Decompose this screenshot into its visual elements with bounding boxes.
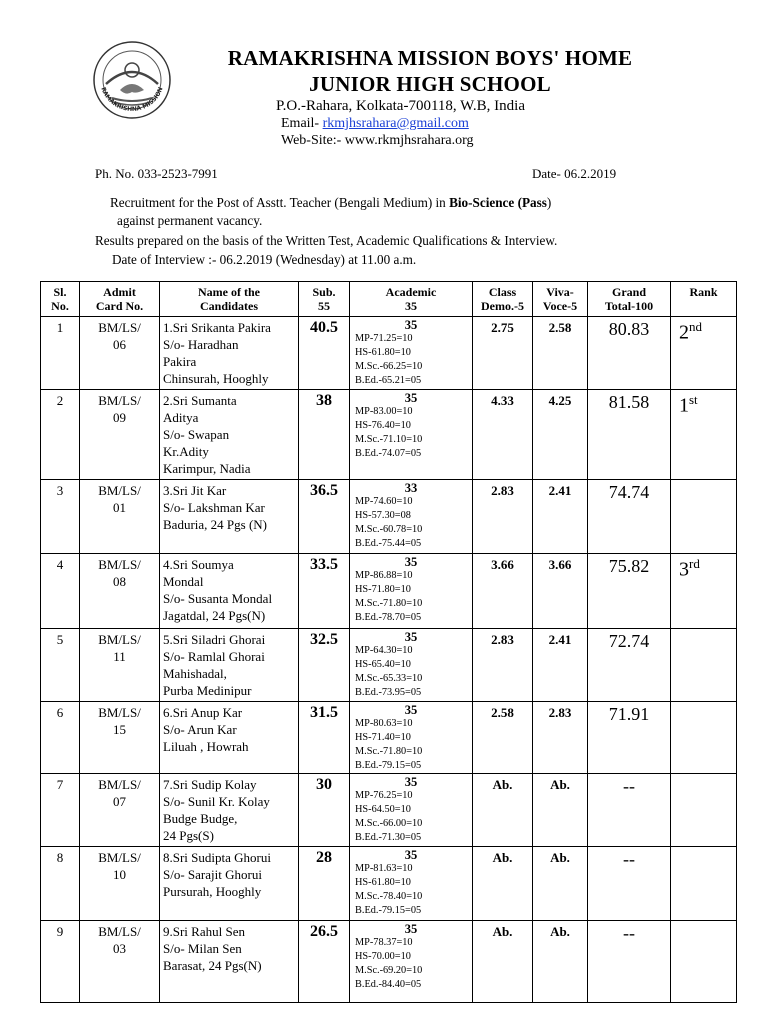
cell-rank <box>671 554 737 629</box>
acad-line: HS-71.40=10 <box>355 732 411 743</box>
card-line: BM/LS/ <box>98 705 141 720</box>
email-line <box>281 116 469 132</box>
header-subject: Sub. 55 <box>299 282 350 317</box>
school-title-line2: JUNIOR HIGH SCHOOL <box>309 72 551 96</box>
name-line: Karimpur, Nadia <box>163 461 251 476</box>
notice-line2: against permanent vacancy. <box>117 213 263 228</box>
card-line: BM/LS/ <box>98 777 141 792</box>
acad-line: B.Ed.-84.40=05 <box>355 979 422 990</box>
acad-line: B.Ed.-79.15=05 <box>355 905 422 916</box>
rank-number: 1 <box>679 394 689 417</box>
acad-line: MP-81.63=10 <box>355 863 413 874</box>
acad-line: MP-86.88=10 <box>355 570 413 581</box>
cell-rank <box>671 921 737 1003</box>
academic-total: 33 <box>404 481 418 495</box>
name-line: S/o- Haradhan <box>163 337 239 352</box>
cell-subject-marks: 31.5 <box>299 702 350 774</box>
header-class-demo: Class Demo.-5 <box>473 282 533 317</box>
cell-viva-voce: 3.66 <box>533 554 588 629</box>
name-line: 1.Sri Srikanta Pakira <box>163 320 271 335</box>
cell-sl: 9 <box>41 921 80 1003</box>
cell-admit-card <box>80 847 160 921</box>
cell-candidate-name <box>160 921 299 1003</box>
cell-class-demo: 2.58 <box>473 702 533 774</box>
cell-rank <box>671 629 737 702</box>
acad-line: HS-61.80=10 <box>355 347 411 358</box>
name-line: Mahishadal, <box>163 666 227 681</box>
cell-subject-marks: 30 <box>299 774 350 847</box>
cell-viva-voce: Ab. <box>533 774 588 847</box>
cell-subject-marks: 33.5 <box>299 554 350 629</box>
email-label: Email- <box>281 116 320 131</box>
cell-class-demo: 2.75 <box>473 317 533 390</box>
acad-line: M.Sc.-65.33=10 <box>355 673 423 684</box>
cell-viva-voce: 4.25 <box>533 390 588 480</box>
table-row <box>41 774 737 847</box>
acad-line: M.Sc.-60.78=10 <box>355 524 423 535</box>
cell-candidate-name <box>160 480 299 554</box>
name-line: 9.Sri Rahul Sen <box>163 924 245 939</box>
notice-line1-text: Recruitment for the Post of Asstt. Teacher (Bengali Medium) in <box>110 195 450 210</box>
cell-class-demo: Ab. <box>473 921 533 1003</box>
name-line: 2.Sri Sumanta <box>163 393 237 408</box>
cell-academic <box>350 554 473 629</box>
cell-grand-total: 75.82 <box>588 554 671 629</box>
card-line: BM/LS/ <box>98 632 141 647</box>
acad-line: HS-70.00=10 <box>355 951 411 962</box>
card-line: 15 <box>113 722 126 737</box>
cell-admit-card <box>80 554 160 629</box>
table-row <box>41 921 737 1003</box>
cell-subject-marks: 40.5 <box>299 317 350 390</box>
school-address: P.O.-Rahara, Kolkata-700118, W.B, India <box>276 98 525 114</box>
phone-number: Ph. No. 033-2523-7991 <box>95 166 218 181</box>
name-line: Chinsurah, Hooghly <box>163 371 269 386</box>
cell-viva-voce: Ab. <box>533 847 588 921</box>
name-line: S/o- Sunil Kr. Kolay <box>163 794 270 809</box>
table-header-row <box>41 282 737 317</box>
card-line: 10 <box>113 867 126 882</box>
cell-rank <box>671 847 737 921</box>
name-line: S/o- Swapan <box>163 427 230 442</box>
card-line: 01 <box>113 500 126 515</box>
cell-sl: 7 <box>41 774 80 847</box>
cell-candidate-name <box>160 554 299 629</box>
academic-total: 35 <box>404 555 418 569</box>
cell-viva-voce: Ab. <box>533 921 588 1003</box>
cell-sl: 8 <box>41 847 80 921</box>
header-admit-card: Admit Card No. <box>80 282 160 317</box>
name-line: Kr.Adity <box>163 444 209 459</box>
cell-class-demo: 2.83 <box>473 629 533 702</box>
cell-class-demo: 3.66 <box>473 554 533 629</box>
table-row <box>41 390 737 480</box>
acad-line: MP-78.37=10 <box>355 937 413 948</box>
acad-line: HS-57.30=08 <box>355 510 411 521</box>
acad-line: HS-64.50=10 <box>355 804 411 815</box>
cell-class-demo: Ab. <box>473 847 533 921</box>
acad-line: M.Sc.-78.40=10 <box>355 891 423 902</box>
table-row <box>41 317 737 390</box>
card-line: BM/LS/ <box>98 483 141 498</box>
cell-viva-voce: 2.58 <box>533 317 588 390</box>
cell-candidate-name <box>160 390 299 480</box>
name-line: Mondal <box>163 574 204 589</box>
rank-suffix: rd <box>689 556 700 571</box>
acad-line: MP-83.00=10 <box>355 406 413 417</box>
acad-line: M.Sc.-66.25=10 <box>355 361 423 372</box>
cell-admit-card <box>80 317 160 390</box>
cell-rank <box>671 480 737 554</box>
academic-total: 35 <box>404 775 418 789</box>
acad-line: B.Ed.-74.07=05 <box>355 448 422 459</box>
name-line: Budge Budge, <box>163 811 238 826</box>
acad-line: HS-71.80=10 <box>355 584 411 595</box>
card-line: BM/LS/ <box>98 393 141 408</box>
cell-subject-marks: 36.5 <box>299 480 350 554</box>
acad-line: M.Sc.-66.00=10 <box>355 818 423 829</box>
acad-line: B.Ed.-65.21=05 <box>355 375 422 386</box>
cell-academic <box>350 317 473 390</box>
name-line: S/o- Susanta Mondal <box>163 591 273 606</box>
cell-rank <box>671 702 737 774</box>
academic-total: 35 <box>404 391 418 405</box>
name-line: 8.Sri Sudipta Ghorui <box>163 850 271 865</box>
cell-candidate-name <box>160 629 299 702</box>
academic-total: 35 <box>404 318 418 332</box>
cell-subject-marks: 32.5 <box>299 629 350 702</box>
acad-line: B.Ed.-71.30=05 <box>355 832 422 843</box>
cell-grand-total: 71.91 <box>588 702 671 774</box>
cell-academic <box>350 774 473 847</box>
website-line: Web-Site:- www.rkmjhsrahara.org <box>281 133 474 148</box>
cell-admit-card <box>80 629 160 702</box>
cell-grand-total: 74.74 <box>588 480 671 554</box>
cell-rank <box>671 390 737 480</box>
cell-rank <box>671 774 737 847</box>
cell-candidate-name <box>160 774 299 847</box>
name-line: Aditya <box>163 410 199 425</box>
name-line: 4.Sri Soumya <box>163 557 234 572</box>
rank-number: 3 <box>679 558 689 581</box>
logo-text: RAMAKRISHNA MISSION <box>99 86 165 113</box>
acad-line: HS-65.40=10 <box>355 659 411 670</box>
cell-sl: 5 <box>41 629 80 702</box>
acad-line: HS-61.80=10 <box>355 877 411 888</box>
cell-academic <box>350 390 473 480</box>
academic-total: 35 <box>404 703 418 717</box>
cell-admit-card <box>80 774 160 847</box>
acad-line: MP-74.60=10 <box>355 496 413 507</box>
academic-total: 35 <box>404 630 418 644</box>
card-line: BM/LS/ <box>98 557 141 572</box>
name-line: S/o- Ramlal Ghorai <box>163 649 265 664</box>
acad-line: B.Ed.-79.15=05 <box>355 760 422 771</box>
cell-grand-total: 72.74 <box>588 629 671 702</box>
table-row <box>41 702 737 774</box>
table-row <box>41 480 737 554</box>
cell-subject-marks: 26.5 <box>299 921 350 1003</box>
cell-candidate-name <box>160 847 299 921</box>
cell-sl: 6 <box>41 702 80 774</box>
acad-line: MP-64.30=10 <box>355 645 413 656</box>
acad-line: MP-71.25=10 <box>355 333 413 344</box>
cell-viva-voce: 2.41 <box>533 480 588 554</box>
school-title-line1: RAMAKRISHNA MISSION BOYS' HOME <box>227 46 633 70</box>
cell-sl: 2 <box>41 390 80 480</box>
cell-admit-card <box>80 702 160 774</box>
header-sl: Sl. No. <box>41 282 80 317</box>
cell-sl: 1 <box>41 317 80 390</box>
cell-class-demo: 2.83 <box>473 480 533 554</box>
cell-grand-total: 81.58 <box>588 390 671 480</box>
name-line: Baduria, 24 Pgs (N) <box>163 517 267 532</box>
header-grand-total: Grand Total-100 <box>588 282 671 317</box>
header-viva-voce: Viva- Voce-5 <box>533 282 588 317</box>
acad-line: MP-80.63=10 <box>355 718 413 729</box>
cell-subject-marks: 38 <box>299 390 350 480</box>
email-link[interactable]: rkmjhsrahara@gmail.com <box>322 116 469 131</box>
name-line: Barasat, 24 Pgs(N) <box>163 958 262 973</box>
cell-academic <box>350 921 473 1003</box>
acad-line: B.Ed.-75.44=05 <box>355 538 422 549</box>
name-line: S/o- Lakshman Kar <box>163 500 265 515</box>
cell-grand-total: -- <box>588 847 671 921</box>
header-academic: Academic 35 <box>350 282 473 317</box>
name-line: Liluah , Howrah <box>163 739 249 754</box>
cell-rank <box>671 317 737 390</box>
cell-academic <box>350 629 473 702</box>
table-row <box>41 554 737 629</box>
name-line: Pursurah, Hooghly <box>163 884 262 899</box>
table-row <box>41 629 737 702</box>
cell-academic <box>350 702 473 774</box>
acad-line: M.Sc.-71.80=10 <box>355 598 423 609</box>
acad-line: M.Sc.-71.10=10 <box>355 434 423 445</box>
cell-subject-marks: 28 <box>299 847 350 921</box>
name-line: 6.Sri Anup Kar <box>163 705 243 720</box>
name-line: Purba Medinipur <box>163 683 252 698</box>
card-line: 06 <box>113 337 126 352</box>
card-line: BM/LS/ <box>98 850 141 865</box>
card-line: BM/LS/ <box>98 320 141 335</box>
cell-admit-card <box>80 390 160 480</box>
rank-number: 2 <box>679 321 689 344</box>
notice-line3: Results prepared on the basis of the Written Test, Academic Qualifications & Interview. <box>95 233 558 248</box>
name-line: S/o- Arun Kar <box>163 722 237 737</box>
acad-line: MP-76.25=10 <box>355 790 413 801</box>
acad-line: M.Sc.-71.80=10 <box>355 746 423 757</box>
cell-grand-total: 80.83 <box>588 317 671 390</box>
name-line: 24 Pgs(S) <box>163 828 214 843</box>
name-line: 5.Sri Siladri Ghorai <box>163 632 266 647</box>
card-line: 09 <box>113 410 126 425</box>
name-line: Jagatdal, 24 Pgs(N) <box>163 608 266 623</box>
table-row <box>41 847 737 921</box>
cell-candidate-name <box>160 702 299 774</box>
cell-viva-voce: 2.83 <box>533 702 588 774</box>
card-line: 03 <box>113 941 126 956</box>
academic-total: 35 <box>404 848 418 862</box>
header-rank: Rank <box>671 282 737 317</box>
name-line: Pakira <box>163 354 197 369</box>
cell-academic <box>350 480 473 554</box>
card-line: 07 <box>113 794 126 809</box>
acad-line: M.Sc.-69.20=10 <box>355 965 423 976</box>
notice-date: Date- 06.2.2019 <box>532 166 617 181</box>
acad-line: B.Ed.-78.70=05 <box>355 612 422 623</box>
notice-line1-close: ) <box>546 195 552 210</box>
card-line: BM/LS/ <box>98 924 141 939</box>
cell-admit-card <box>80 480 160 554</box>
academic-total: 35 <box>404 922 418 936</box>
cell-candidate-name <box>160 317 299 390</box>
acad-line: HS-76.40=10 <box>355 420 411 431</box>
cell-sl: 4 <box>41 554 80 629</box>
cell-class-demo: Ab. <box>473 774 533 847</box>
acad-line: B.Ed.-73.95=05 <box>355 687 422 698</box>
cell-viva-voce: 2.41 <box>533 629 588 702</box>
name-line: S/o- Sarajit Ghorui <box>163 867 262 882</box>
name-line: 3.Sri Jit Kar <box>163 483 227 498</box>
results-table <box>40 281 737 1003</box>
cell-grand-total: -- <box>588 921 671 1003</box>
rank-suffix: st <box>689 392 698 407</box>
cell-admit-card <box>80 921 160 1003</box>
rank-suffix: nd <box>689 319 702 334</box>
header-name: Name of the Candidates <box>160 282 299 317</box>
notice-subject: Bio-Science (Pass <box>449 195 547 210</box>
card-line: 11 <box>113 649 126 664</box>
name-line: 7.Sri Sudip Kolay <box>163 777 257 792</box>
cell-academic <box>350 847 473 921</box>
name-line: S/o- Milan Sen <box>163 941 242 956</box>
cell-class-demo: 4.33 <box>473 390 533 480</box>
cell-grand-total: -- <box>588 774 671 847</box>
notice-line4: Date of Interview :- 06.2.2019 (Wednesday) at 11.00 a.m. <box>112 252 417 267</box>
notice-line1 <box>110 195 551 211</box>
cell-sl: 3 <box>41 480 80 554</box>
card-line: 08 <box>113 574 126 589</box>
